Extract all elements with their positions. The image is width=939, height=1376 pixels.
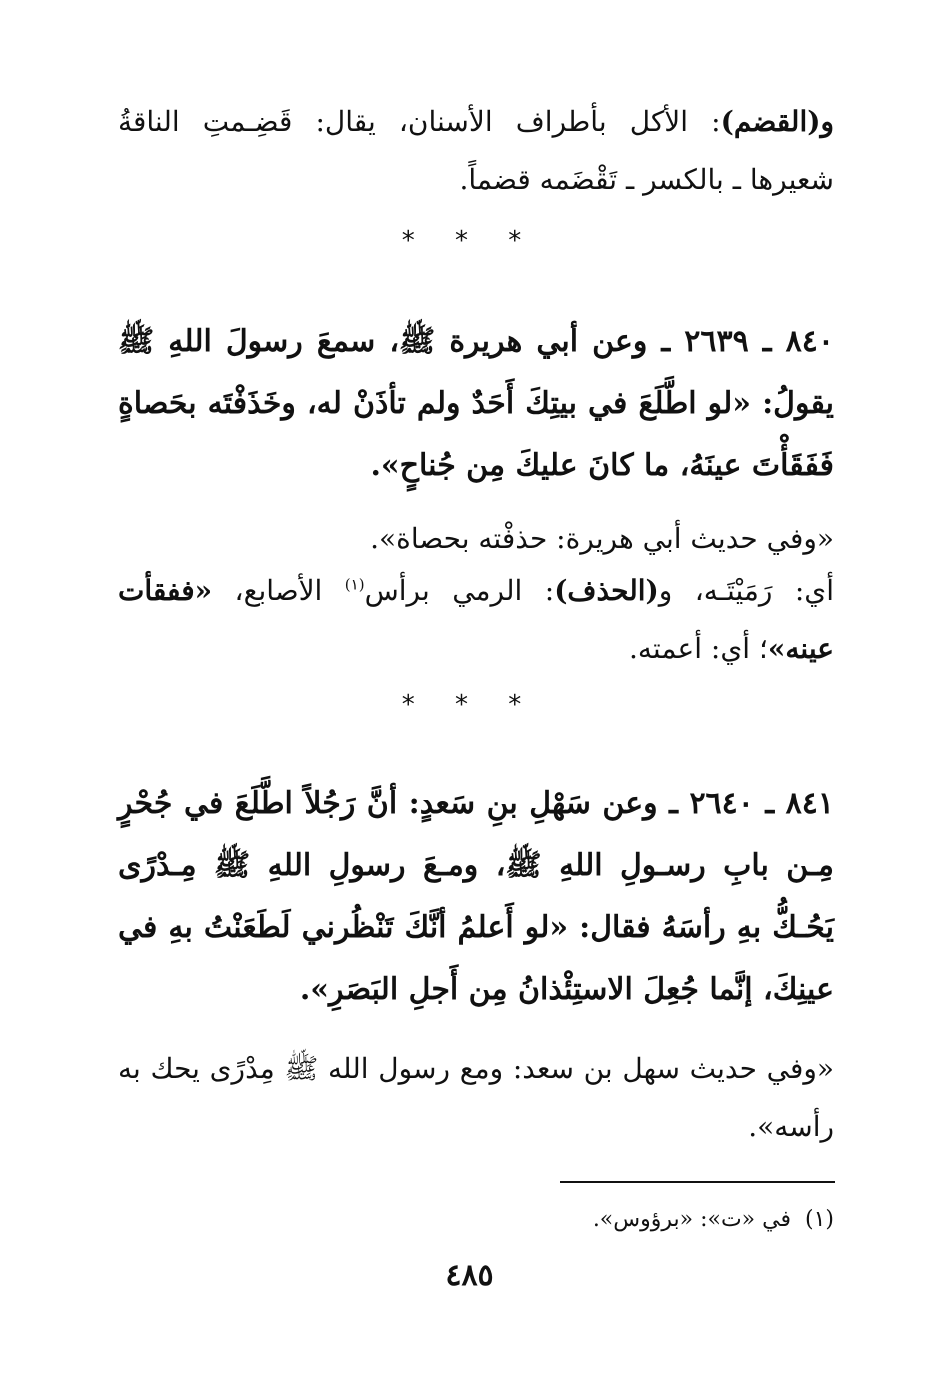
paragraph-qadm-definition <box>118 93 834 209</box>
qadm-definition-text: : الأكل بأطراف الأسنان، يقال: قَضِـمتِ الناقةُ شعيرها ـ بالكسر ـ تَقْضَمه قضماً. <box>118 105 834 196</box>
note-840-part2: : الرمي برأس <box>364 574 555 607</box>
page-number: ٤٨٥ <box>445 1258 494 1293</box>
hadith-841-number: ٨٤١ ـ ٢٦٤٠ ـ <box>669 786 834 821</box>
footnote <box>118 1200 834 1240</box>
hadith-840 <box>118 311 834 497</box>
note-840-explanation <box>118 562 834 678</box>
hadith-840-text: وعن أبي هريرة ﷺ، سمعَ رسولَ اللهِ ﷺ يقولُ: «لو اطَّلَعَ في بيتِكَ أَحَدٌ ولم تأذَنْ له، وخَذَفْتَه بحَصاةٍ فَفَقَأْتَ عينَهُ، ما كانَ عليكَ مِن جُناحٍ». <box>118 324 834 483</box>
hadith-841 <box>118 773 834 1021</box>
footnote-divider <box>560 1181 835 1183</box>
hadith-840-number: ٨٤٠ ـ ٢٦٣٩ ـ <box>661 324 834 359</box>
hadith-841-text: وعن سَهْلِ بنِ سَعدٍ: أنَّ رَجُلاً اطَّلَعَ في جُحْرٍ مِـن بابِ رسـولِ اللهِ ﷺ، ومـعَ رسولِ اللهِ ﷺ مِـدْرًى يَحُـكُّ بهِ رأسَهُ فقال: «لو أَعلمُ أنَّكَ تَنْظُرني لَطَعَنْتُ بهِ في عينِكَ، إنَّما جُعِلَ الاستِئْذانُ مِن أَجلِ البَصَرِ». <box>118 786 834 1007</box>
note-840-part1: أي: رَمَيْتَـه، و <box>658 574 835 607</box>
section-separator: * * * <box>401 226 538 256</box>
section-separator: * * * <box>401 690 538 720</box>
term-hadhf: (الحذف) <box>554 574 659 607</box>
note-840-abu-huraira: «وفي حديث أبي هريرة: حذفْته بحصاة». <box>370 522 834 555</box>
term-qadm: و(القضم) <box>720 105 834 138</box>
term-fafaqaat: «ففقأت عينه» <box>118 574 834 665</box>
footnote-reference[interactable]: (١) <box>344 575 365 594</box>
note-840-part4: ؛ أي: أعمته. <box>629 632 768 665</box>
note-841-sahl: «وفي حديث سهل بن سعد: ومع رسول الله ﷺ مِدْرًى يحك به رأسه». <box>118 1052 834 1143</box>
footnote-number: (١) <box>804 1207 834 1232</box>
note-840-part3: الأصابع، <box>212 574 345 607</box>
footnote-text: في «ت»: «برؤوس». <box>592 1207 791 1232</box>
